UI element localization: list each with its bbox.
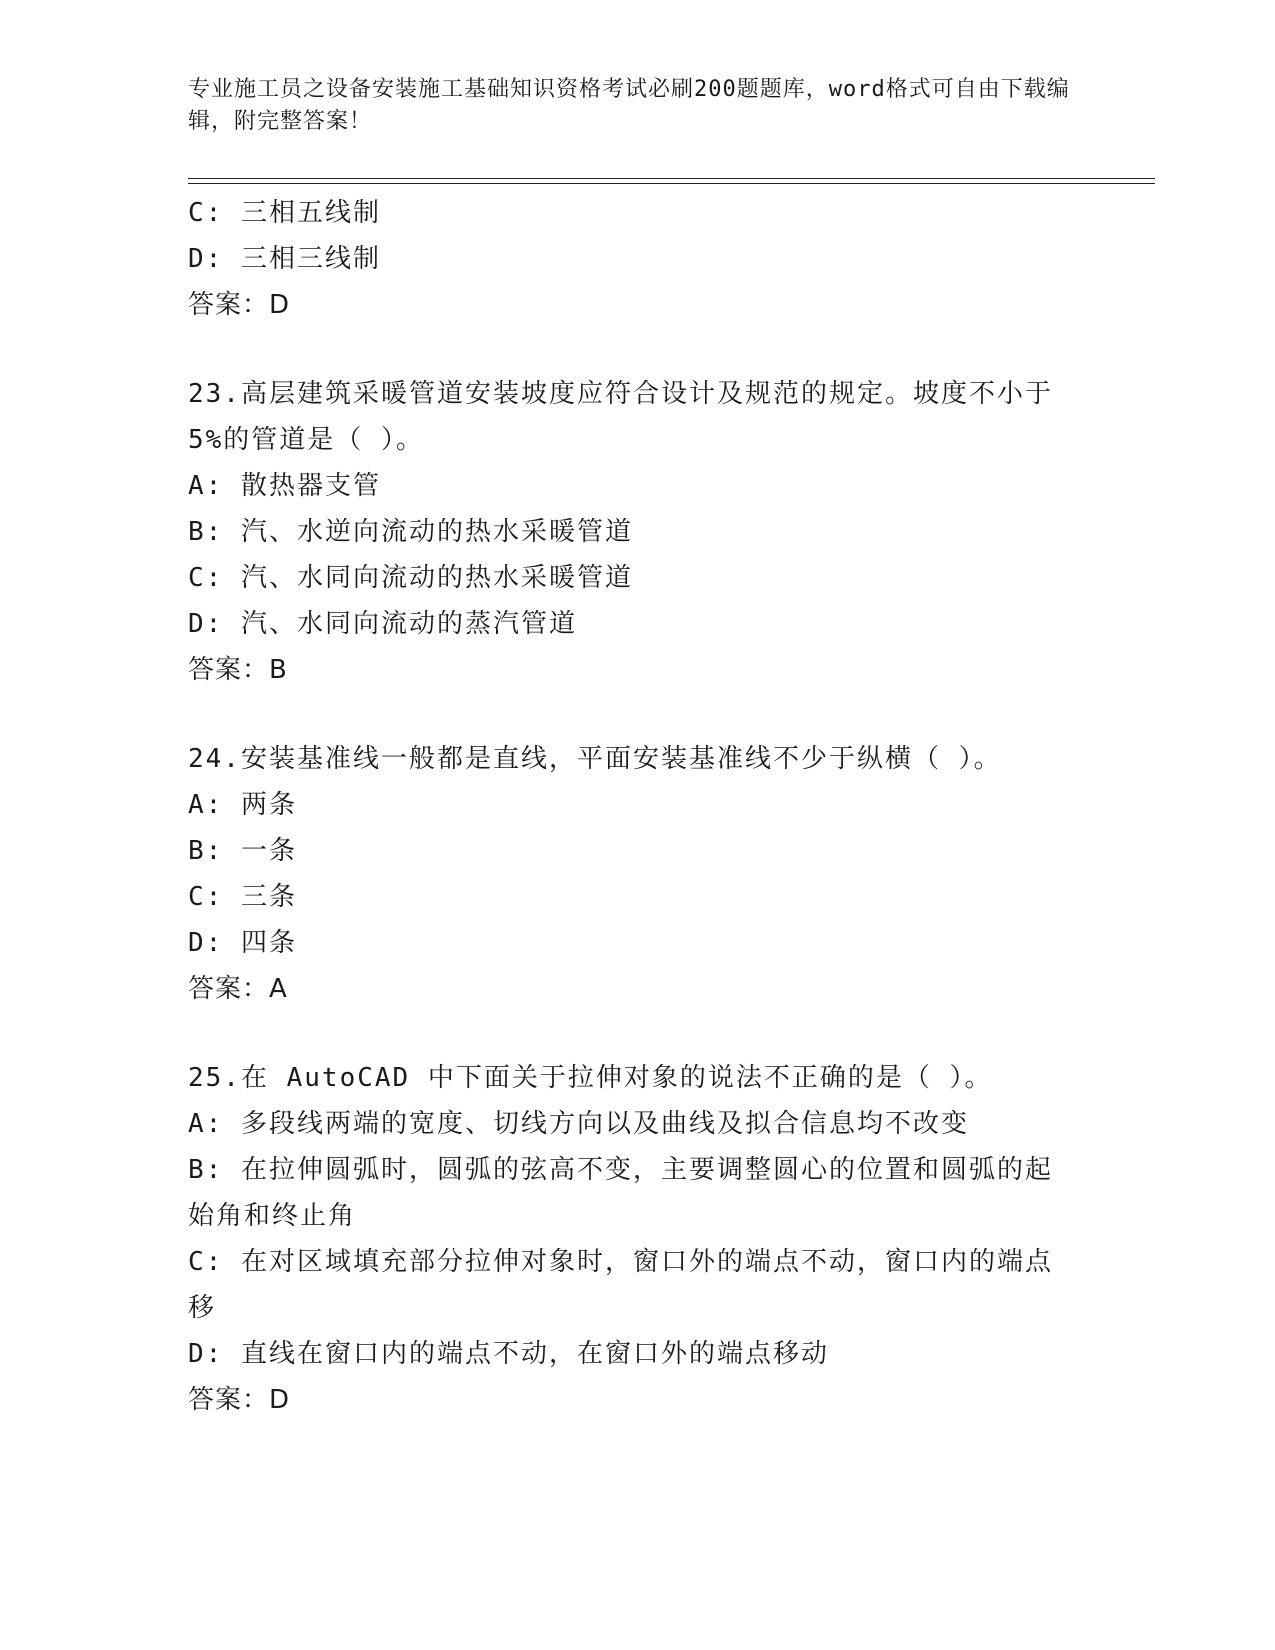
option-b-continuation: 始角和终止角 [188,1201,357,1231]
answer-line: 答案：D [188,1385,291,1415]
option-c: C: 三条 [188,882,297,912]
previous-question-block [188,190,1088,328]
option-d: D: 直线在窗口内的端点不动，在窗口外的端点移动 [188,1339,829,1369]
option-b: B: 在拉伸圆弧时，圆弧的弦高不变，主要调整圆心的位置和圆弧的起 [188,1155,1053,1185]
answer-line: 答案：B [188,655,288,685]
option-c: C: 汽、水同向流动的热水采暖管道 [188,563,633,593]
question-stem-line: 24.安装基准线一般都是直线，平面安装基准线不少于纵横（ ）。 [188,744,1002,774]
question-23 [188,371,1088,693]
option-d: D: 三相三线制 [188,244,381,274]
question-24 [188,736,1088,1012]
option-b: B: 一条 [188,836,297,866]
option-c: C: 三相五线制 [188,198,381,228]
question-stem-line: 23.高层建筑采暖管道安装坡度应符合设计及规范的规定。坡度不小于 [188,379,1053,409]
option-c-continuation: 移 [188,1293,217,1323]
header-divider-bottom [188,183,1155,184]
option-a: A: 两条 [188,790,297,820]
option-b: B: 汽、水逆向流动的热水采暖管道 [188,517,633,547]
header-divider-top [188,178,1155,179]
option-d: D: 四条 [188,928,297,958]
question-content [188,190,1088,1423]
option-a: A: 多段线两端的宽度、切线方向以及曲线及拟合信息均不改变 [188,1109,969,1139]
option-a: A: 散热器支管 [188,471,381,501]
document-header: 专业施工员之设备安装施工基础知识资格考试必刷200题题库，word格式可自由下载编辑，附完整答案！ [188,77,1070,134]
question-25 [188,1055,1088,1423]
option-c: C: 在对区域填充部分拉伸对象时，窗口外的端点不动，窗口内的端点 [188,1247,1053,1277]
answer-line: 答案：D [188,290,291,320]
option-d: D: 汽、水同向流动的蒸汽管道 [188,609,577,639]
question-stem-line: 25.在 AutoCAD 中下面关于拉伸对象的说法不正确的是（ ）。 [188,1063,993,1093]
answer-line: 答案：A [188,974,288,1004]
question-stem-line: 5%的管道是（ ）。 [188,425,424,455]
